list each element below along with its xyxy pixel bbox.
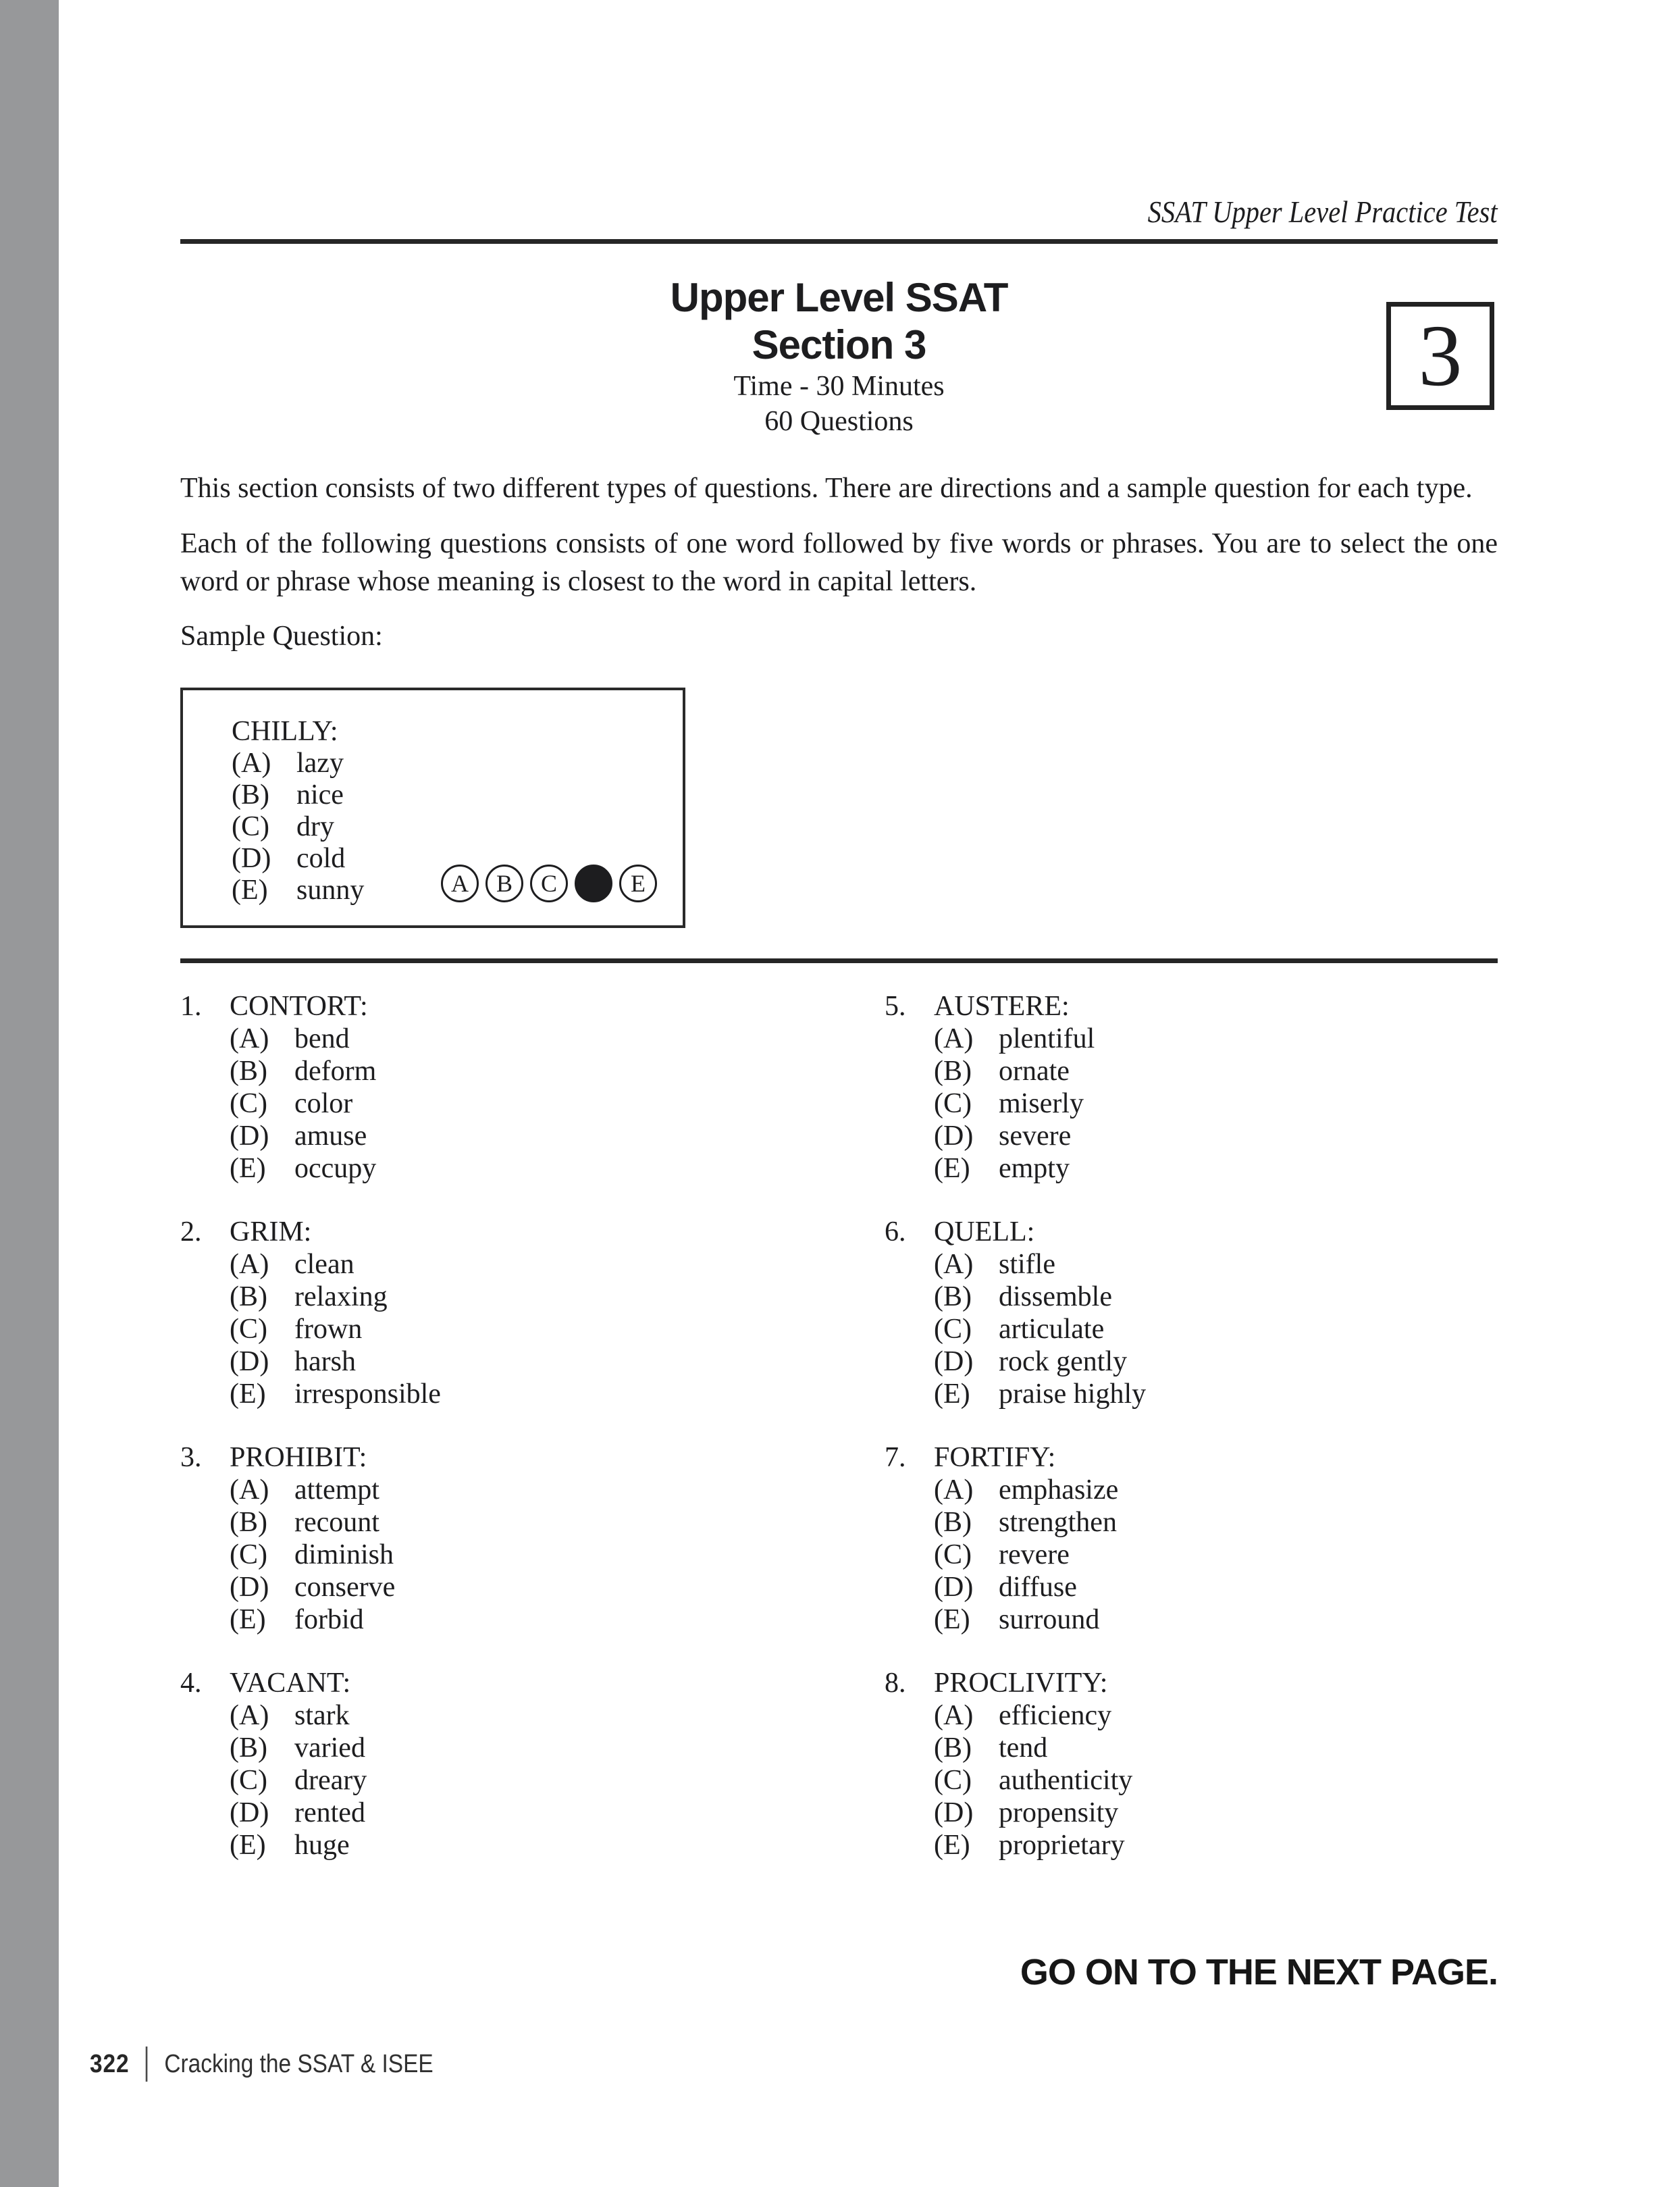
choice-letter: (E) xyxy=(230,1604,266,1635)
choice-text: miserly xyxy=(999,1088,1084,1119)
choice-text: surround xyxy=(999,1604,1100,1635)
choice-letter: (E) xyxy=(934,1830,970,1861)
question-word: GRIM: xyxy=(230,1216,312,1247)
choice-letter: (E) xyxy=(230,1153,266,1184)
choice-letter: (D) xyxy=(934,1121,974,1152)
choice xyxy=(230,1087,885,1120)
choice-letter: (B) xyxy=(934,1056,972,1087)
sample-question-box xyxy=(180,688,685,928)
page-edge-gray-band xyxy=(0,0,59,2187)
question-number: 8. xyxy=(885,1668,906,1699)
answer-bubble-e: E xyxy=(619,865,657,902)
choice xyxy=(934,1281,1498,1313)
section-divider-rule xyxy=(180,958,1498,963)
choice xyxy=(230,1764,885,1797)
choice xyxy=(934,1764,1498,1797)
section-number: 3 xyxy=(1418,307,1463,405)
choice-text: color xyxy=(294,1088,353,1119)
page-footer xyxy=(90,2047,434,2082)
question-count: 60 Questions xyxy=(764,406,914,437)
choice-text: diffuse xyxy=(999,1572,1077,1603)
choice xyxy=(230,1829,885,1861)
sample-choice xyxy=(232,811,683,843)
choice xyxy=(934,1571,1498,1603)
choice xyxy=(230,1152,885,1185)
question-number: 2. xyxy=(180,1216,202,1247)
answer-bubble-c: C xyxy=(530,865,568,902)
running-header xyxy=(180,195,1498,230)
choice-letter: (C) xyxy=(230,1314,267,1345)
choice xyxy=(230,1023,885,1055)
instructions-paragraph-2: Each of the following questions consists of one word followed by five words or phrases. You are to select the one word or phrase whose meaning is closest to the word in capital letters. xyxy=(180,528,1498,597)
choice-text: dry xyxy=(296,811,334,842)
choice xyxy=(934,1248,1498,1281)
choice xyxy=(230,1248,885,1281)
answer-bubble-a: A xyxy=(441,865,479,902)
header-rule xyxy=(180,239,1498,244)
choice-text: attempt xyxy=(294,1474,379,1506)
question-8 xyxy=(885,1667,1498,1861)
choice-text: conserve xyxy=(294,1572,396,1603)
choice xyxy=(934,1378,1498,1410)
choice-letter: (D) xyxy=(230,1797,269,1828)
choice-text: deform xyxy=(294,1056,377,1087)
choice-text: revere xyxy=(999,1539,1070,1570)
questions-column-left xyxy=(180,990,885,1893)
choice-text: articulate xyxy=(999,1314,1105,1345)
choice-letter: (C) xyxy=(230,1088,267,1119)
choice-text: plentiful xyxy=(999,1023,1095,1054)
choice-letter: (A) xyxy=(230,1023,269,1054)
question-number: 5. xyxy=(885,991,906,1022)
choice-letter: (A) xyxy=(230,1700,269,1731)
choice-letter: (E) xyxy=(230,1830,266,1861)
page-number: 322 xyxy=(90,2049,130,2078)
choice xyxy=(230,1699,885,1732)
running-header-title: SSAT Upper Level Practice Test xyxy=(1148,195,1498,229)
questions-area xyxy=(180,990,1498,1893)
choice-text: sunny xyxy=(296,875,365,906)
test-title: Upper Level SSAT xyxy=(670,275,1008,320)
question-number: 7. xyxy=(885,1442,906,1473)
question-number: 4. xyxy=(180,1668,202,1699)
choice-text: huge xyxy=(294,1830,350,1861)
choice-text: rock gently xyxy=(999,1346,1128,1377)
question-5 xyxy=(885,990,1498,1185)
choice-text: lazy xyxy=(296,748,344,779)
choice-letter: (D) xyxy=(230,1346,269,1377)
choice-text: dissemble xyxy=(999,1281,1112,1312)
choice-text: strengthen xyxy=(999,1507,1117,1538)
choice-letter: (E) xyxy=(230,1379,266,1410)
choice xyxy=(230,1539,885,1571)
choice xyxy=(934,1120,1498,1152)
choice-text: frown xyxy=(294,1314,363,1345)
choice-letter: (B) xyxy=(230,1056,267,1087)
choice xyxy=(934,1345,1498,1378)
choice-letter: (C) xyxy=(934,1539,972,1570)
choice xyxy=(230,1571,885,1603)
choice-text: relaxing xyxy=(294,1281,388,1312)
go-on-instruction: GO ON TO THE NEXT PAGE. xyxy=(1020,1952,1498,1992)
choice-letter: (C) xyxy=(230,1539,267,1570)
choice-letter: (B) xyxy=(232,779,269,811)
choice-letter: (B) xyxy=(934,1507,972,1538)
sample-word: CHILLY: xyxy=(232,716,338,747)
choice xyxy=(934,1313,1498,1345)
choice xyxy=(230,1313,885,1345)
time-limit: Time - 30 Minutes xyxy=(733,371,945,402)
sample-question-label: Sample Question: xyxy=(180,621,383,652)
choice-letter: (E) xyxy=(232,875,268,906)
choice-letter: (B) xyxy=(230,1732,267,1764)
choice-text: nice xyxy=(296,779,344,811)
choice xyxy=(230,1506,885,1539)
question-2 xyxy=(180,1216,885,1410)
choice xyxy=(934,1829,1498,1861)
choice xyxy=(934,1539,1498,1571)
choice xyxy=(934,1055,1498,1087)
choice-letter: (C) xyxy=(934,1314,972,1345)
question-word: AUSTERE: xyxy=(934,991,1070,1022)
choice-letter: (A) xyxy=(934,1023,974,1054)
choice-text: efficiency xyxy=(999,1700,1112,1731)
sample-choice xyxy=(232,748,683,779)
choice-text: severe xyxy=(999,1121,1072,1152)
choice-text: forbid xyxy=(294,1604,364,1635)
question-1 xyxy=(180,990,885,1185)
choice-letter: (D) xyxy=(934,1572,974,1603)
choice xyxy=(934,1023,1498,1055)
choice xyxy=(934,1506,1498,1539)
choice-letter: (A) xyxy=(934,1700,974,1731)
choice-letter: (B) xyxy=(934,1281,972,1312)
choice-letter: (A) xyxy=(232,748,271,779)
choice-text: authenticity xyxy=(999,1765,1133,1796)
question-number: 6. xyxy=(885,1216,906,1247)
choice-text: harsh xyxy=(294,1346,356,1377)
sample-choice xyxy=(232,779,683,811)
choice-letter: (B) xyxy=(230,1281,267,1312)
choice-text: stifle xyxy=(999,1249,1055,1280)
choice-text: bend xyxy=(294,1023,350,1054)
choice-text: rented xyxy=(294,1797,365,1828)
choice-letter: (E) xyxy=(934,1604,970,1635)
choice-letter: (C) xyxy=(934,1765,972,1796)
choice-letter: (D) xyxy=(230,1572,269,1603)
choice xyxy=(230,1281,885,1313)
choice-text: occupy xyxy=(294,1153,377,1184)
footer-separator xyxy=(146,2047,148,2082)
choice xyxy=(230,1345,885,1378)
choice xyxy=(934,1474,1498,1506)
choice-letter: (A) xyxy=(934,1474,974,1506)
question-7 xyxy=(885,1441,1498,1636)
choice xyxy=(934,1152,1498,1185)
choice xyxy=(230,1732,885,1764)
choice-letter: (D) xyxy=(934,1346,974,1377)
choice xyxy=(230,1378,885,1410)
choice-letter: (A) xyxy=(230,1249,269,1280)
choice-letter: (A) xyxy=(230,1474,269,1506)
choice-text: amuse xyxy=(294,1121,367,1152)
choice-text: empty xyxy=(999,1153,1070,1184)
choice-text: proprietary xyxy=(999,1830,1125,1861)
choice-text: varied xyxy=(294,1732,365,1764)
choice-text: cold xyxy=(296,843,346,874)
choice-text: recount xyxy=(294,1507,379,1538)
choice-letter: (A) xyxy=(934,1249,974,1280)
question-word: QUELL: xyxy=(934,1216,1035,1247)
question-word: FORTIFY: xyxy=(934,1442,1056,1473)
choice-text: emphasize xyxy=(999,1474,1119,1506)
choice-letter: (C) xyxy=(232,811,269,842)
question-word: CONTORT: xyxy=(230,991,368,1022)
choice xyxy=(230,1603,885,1636)
book-title: Cracking the SSAT & ISEE xyxy=(164,2049,434,2078)
instructions-paragraph-1: This section consists of two different types of questions. There are directions and a sample question for each type. xyxy=(180,473,1473,504)
question-word: VACANT: xyxy=(230,1668,351,1699)
choice xyxy=(934,1603,1498,1636)
answer-bubble-d-filled xyxy=(575,865,612,902)
choice xyxy=(934,1087,1498,1120)
choice-letter: (E) xyxy=(934,1379,970,1410)
choice-text: propensity xyxy=(999,1797,1119,1828)
choice-text: clean xyxy=(294,1249,355,1280)
choice-letter: (E) xyxy=(934,1153,970,1184)
choice-text: praise highly xyxy=(999,1379,1147,1410)
section-subtitle: Section 3 xyxy=(752,322,926,367)
choice-text: stark xyxy=(294,1700,350,1731)
choice xyxy=(230,1055,885,1087)
choice xyxy=(934,1797,1498,1829)
choice xyxy=(934,1699,1498,1732)
question-word: PROCLIVITY: xyxy=(934,1668,1108,1699)
choice-letter: (C) xyxy=(934,1088,972,1119)
choice-text: ornate xyxy=(999,1056,1070,1087)
choice xyxy=(230,1120,885,1152)
question-6 xyxy=(885,1216,1498,1410)
choice-letter: (C) xyxy=(230,1765,267,1796)
question-4 xyxy=(180,1667,885,1861)
choice-text: irresponsible xyxy=(294,1379,441,1410)
choice-letter: (D) xyxy=(232,843,271,874)
answer-bubble-b: B xyxy=(485,865,523,902)
choice-text: diminish xyxy=(294,1539,394,1570)
choice-letter: (D) xyxy=(934,1797,974,1828)
choice-letter: (D) xyxy=(230,1121,269,1152)
section-title-block xyxy=(180,274,1498,439)
question-number: 1. xyxy=(180,991,202,1022)
answer-bubble-strip xyxy=(441,865,657,902)
choice-text: tend xyxy=(999,1732,1048,1764)
questions-column-right xyxy=(885,990,1498,1893)
choice xyxy=(230,1474,885,1506)
choice-letter: (B) xyxy=(230,1507,267,1538)
choice-text: dreary xyxy=(294,1765,367,1796)
page-content xyxy=(180,0,1498,1992)
choice xyxy=(934,1732,1498,1764)
question-word: PROHIBIT: xyxy=(230,1442,367,1473)
choice xyxy=(230,1797,885,1829)
choice-letter: (B) xyxy=(934,1732,972,1764)
question-3 xyxy=(180,1441,885,1636)
question-number: 3. xyxy=(180,1442,202,1473)
